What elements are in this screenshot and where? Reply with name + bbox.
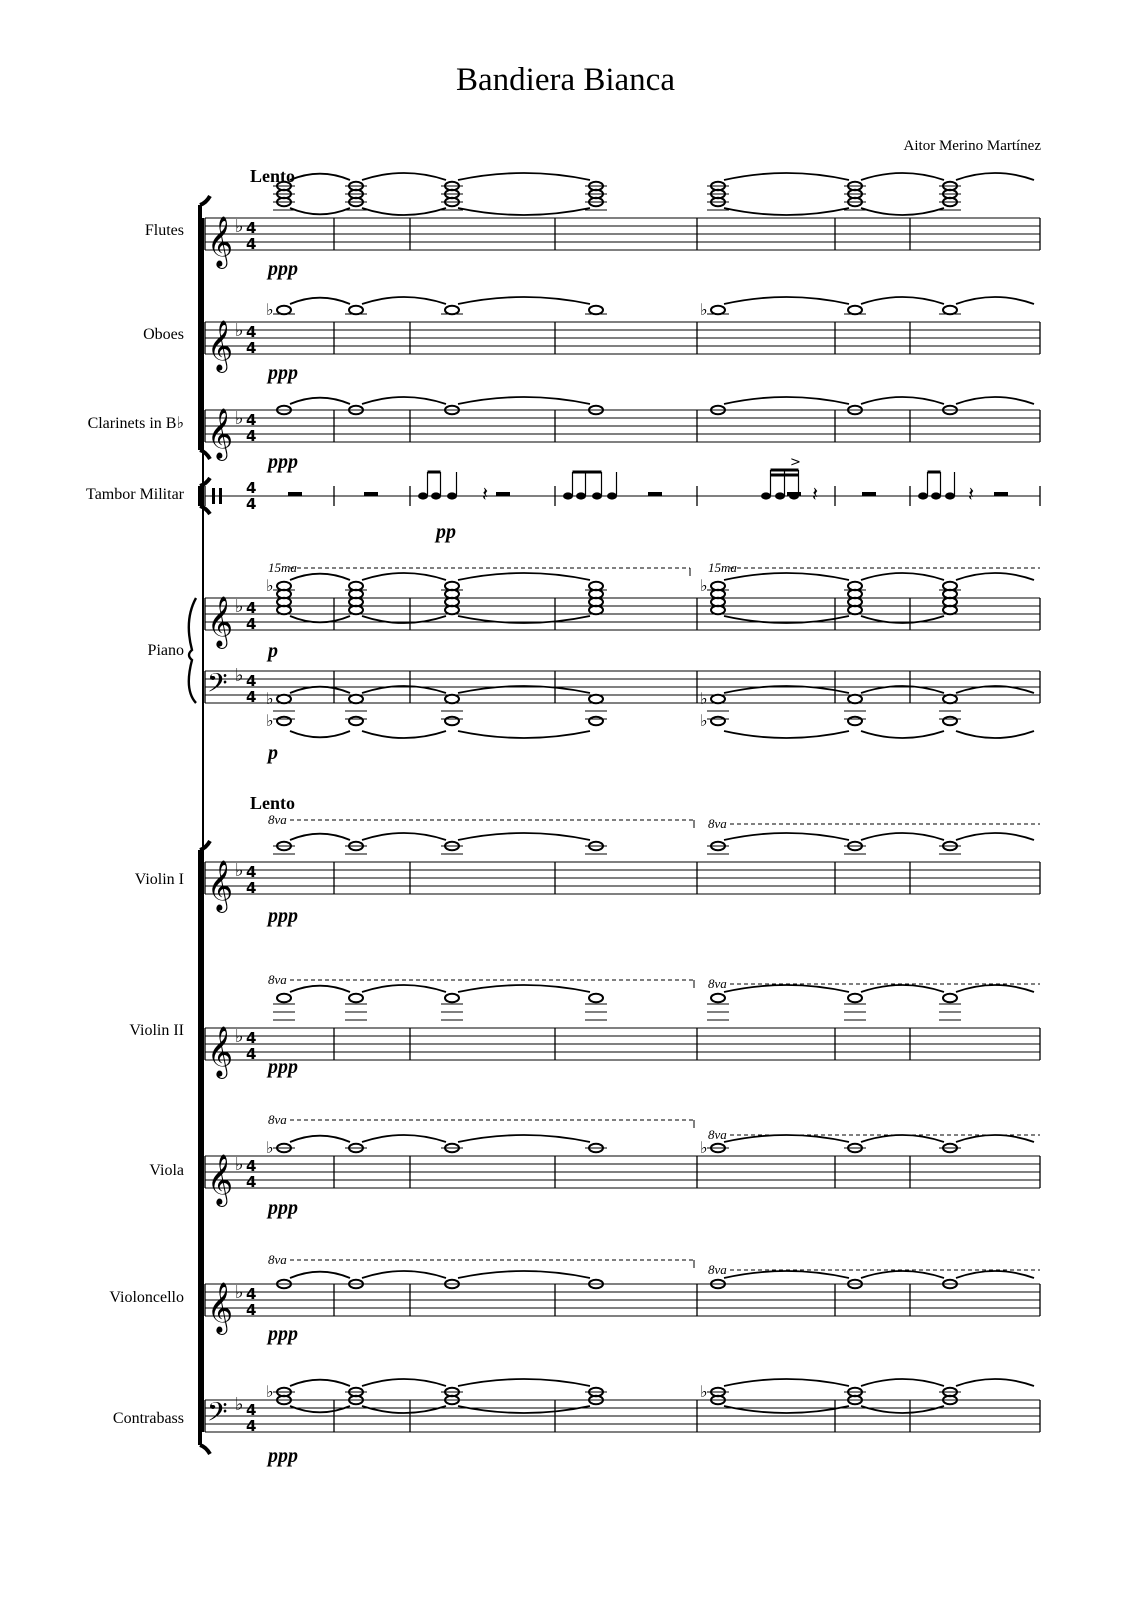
tie-curve [724,397,849,404]
dynamic-viola: ppp [268,1197,298,1219]
tie-curve [861,833,944,840]
tie-curve [458,297,590,304]
tie-curve [724,985,849,992]
treble-clef-icon: 𝄞 [207,408,234,459]
accidental-flat-icon: ♭ [266,689,274,708]
whole-note [943,695,957,703]
whole-note [277,306,291,314]
whole-note [349,695,363,703]
tie-curve [362,1379,446,1386]
treble-clef-icon: 𝄞 [207,216,234,267]
instrument-label-violin-2: Violin II [129,1022,184,1039]
tie-curve [362,1406,446,1413]
tie-curve [724,573,849,580]
whole-note [589,306,603,314]
bass-clef-icon: 𝄢 [207,667,228,705]
time-signature-bottom: 4 [246,1045,257,1063]
whole-note [848,994,862,1002]
accidental-flat-icon: ♭ [266,1138,274,1157]
instrument-label-piano: Piano [147,642,184,659]
quarter-rest-icon: 𝄽 [968,482,975,506]
accidental-flat-icon: ♭ [266,711,274,730]
instrument-label-oboes: Oboes [143,326,184,343]
octave-mark: 8va [708,1127,727,1142]
drum-note [775,492,785,499]
key-flat-icon: ♭ [235,408,244,429]
whole-note [848,695,862,703]
tie-curve [362,1135,446,1142]
whole-note [943,306,957,314]
dynamic-tambor: pp [436,521,456,543]
half-rest-icon [496,492,510,496]
tie-curve [861,397,944,404]
dynamic-piano-upper: p [268,640,278,662]
tie-curve [290,687,350,693]
octave-mark: 8va [268,812,287,827]
accidental-flat-icon: ♭ [266,1382,274,1401]
accidental-flat-icon: ♭ [266,300,274,319]
accidental-flat-icon: ♭ [700,576,708,595]
key-flat-icon: ♭ [235,665,244,686]
drum-note [576,492,586,499]
tie-curve [290,298,350,304]
drum-note [431,492,441,499]
accidental-flat-icon: ♭ [700,711,708,730]
tie-curve [724,208,849,215]
strings-bracket [200,841,210,1454]
key-flat-icon: ♭ [235,1394,244,1415]
tie-curve [290,174,350,180]
tie-curve [458,573,590,580]
treble-clef-icon: 𝄞 [207,320,234,371]
piano-brace [189,598,196,703]
dynamic-violoncello: ppp [268,1323,298,1345]
dynamic-flutes: ppp [268,258,298,280]
percussion-clef-icon [212,488,215,504]
drum-note [592,492,602,499]
tie-curve [458,985,590,992]
tie-curve [861,297,944,304]
time-signature-top: 4 [246,323,257,341]
tie-curve [362,1271,446,1278]
half-rest-icon [648,492,662,496]
time-signature-bottom: 4 [246,339,257,357]
tie-curve [956,1135,1034,1142]
tie-curve [861,1379,944,1386]
instrument-label-violin-1: Violin I [134,871,184,888]
tie-curve [458,1406,590,1413]
whole-note [711,306,725,314]
instrument-label-tambor-militar: Tambor Militar [86,486,184,503]
whole-note [943,717,957,725]
time-signature-bottom: 4 [246,1173,257,1191]
instrument-label-flutes: Flutes [144,222,184,239]
drum-note [789,492,799,499]
whole-note [943,994,957,1002]
tie-curve [290,574,350,580]
tie-curve [290,616,350,622]
drum-note [931,492,941,499]
tie-curve [362,397,446,404]
drum-note [945,492,955,499]
octave-mark: 8va [708,816,727,831]
treble-clef-icon: 𝄞 [207,596,234,647]
tie-curve [458,173,590,180]
whole-note [277,994,291,1002]
key-flat-icon: ♭ [235,596,244,617]
time-signature-bottom: 4 [246,495,257,513]
drum-note [918,492,928,499]
whole-note [349,994,363,1002]
dynamic-piano-lower: p [268,742,278,764]
time-signature-top: 4 [246,1029,257,1047]
time-signature-top: 4 [246,863,257,881]
accidental-flat-icon: ♭ [700,689,708,708]
accidental-flat-icon: ♭ [700,1382,708,1401]
instrument-label-viola: Viola [149,1162,184,1179]
time-signature-bottom: 4 [246,615,257,633]
quarter-rest-icon: 𝄽 [482,482,489,506]
whole-note [589,717,603,725]
half-rest-icon [288,492,302,496]
treble-clef-icon: 𝄞 [207,1282,234,1333]
tie-curve [956,573,1034,580]
bass-clef-icon: 𝄢 [207,1396,228,1434]
octave-mark: 15ma [708,560,737,575]
tie-curve [956,833,1034,840]
tempo-mark: Lento [250,793,295,813]
tie-curve [861,208,944,215]
tie-curve [861,731,944,738]
time-signature-bottom: 4 [246,427,257,445]
treble-clef-icon: 𝄞 [207,1026,234,1077]
instrument-label-violoncello: Violoncello [109,1289,184,1306]
dynamic-oboes: ppp [268,362,298,384]
tie-curve [861,1135,944,1142]
quarter-rest-icon: 𝄽 [812,482,819,506]
whole-note [277,717,291,725]
accidental-flat-icon: ♭ [700,300,708,319]
time-signature-bottom: 4 [246,688,257,706]
tie-curve [724,1135,849,1142]
tie-curve [724,173,849,180]
time-signature-top: 4 [246,1285,257,1303]
time-signature-bottom: 4 [246,879,257,897]
composer: Aitor Merino Martínez [903,138,1041,154]
tie-curve [861,1271,944,1278]
tie-curve [362,731,446,738]
half-rest-icon [994,492,1008,496]
whole-note [848,306,862,314]
accent-mark: > [790,455,801,470]
key-flat-icon: ♭ [235,1026,244,1047]
half-rest-icon [364,492,378,496]
whole-note [589,695,603,703]
whole-note [445,695,459,703]
tie-curve [362,297,446,304]
whole-note [349,306,363,314]
key-flat-icon: ♭ [235,860,244,881]
dynamic-violin-1: ppp [268,905,298,927]
tie-curve [724,833,849,840]
tie-curve [458,208,590,215]
half-rest-icon [862,492,876,496]
dynamic-clarinets: ppp [268,451,298,473]
tie-curve [458,731,590,738]
key-flat-icon: ♭ [235,1154,244,1175]
tie-curve [362,573,446,580]
octave-mark: 8va [268,972,287,987]
time-signature-top: 4 [246,411,257,429]
treble-clef-icon: 𝄞 [207,1154,234,1205]
tie-curve [724,297,849,304]
time-signature-top: 4 [246,479,257,497]
tie-curve [290,986,350,992]
drum-note [761,492,771,499]
tie-curve [362,833,446,840]
octave-mark: 8va [708,1262,727,1277]
tempo-mark: Lento [250,166,295,186]
whole-note [711,695,725,703]
time-signature-top: 4 [246,672,257,690]
whole-note [277,695,291,703]
time-signature-top: 4 [246,219,257,237]
tie-curve [290,1380,350,1386]
tie-curve [458,833,590,840]
tie-curve [362,985,446,992]
tie-curve [861,573,944,580]
time-signature-bottom: 4 [246,1301,257,1319]
time-signature-top: 4 [246,1401,257,1419]
instrument-label-clarinets: Clarinets in B♭ [87,415,184,432]
accidental-flat-icon: ♭ [266,576,274,595]
drum-note [447,492,457,499]
whole-note [711,994,725,1002]
tie-curve [956,397,1034,404]
tie-curve [861,1406,944,1413]
instrument-label-contrabass: Contrabass [112,1410,184,1427]
tie-curve [956,731,1034,738]
drum-note [418,492,428,499]
tie-curve [290,398,350,404]
tie-curve [458,397,590,404]
tie-curve [956,1271,1034,1278]
percussion-clef-icon [219,488,222,504]
tie-curve [861,173,944,180]
tie-curve [458,1379,590,1386]
whole-note [445,717,459,725]
time-signature-top: 4 [246,599,257,617]
octave-mark: 15ma [268,560,297,575]
whole-note [589,994,603,1002]
tie-curve [956,297,1034,304]
tie-curve [362,208,446,215]
whole-note [848,717,862,725]
time-signature-top: 4 [246,1157,257,1175]
whole-note [445,994,459,1002]
whole-note [711,717,725,725]
tie-curve [724,1406,849,1413]
dynamic-violin-2: ppp [268,1056,298,1078]
tie-curve [290,731,350,737]
tie-curve [362,173,446,180]
octave-mark: 8va [268,1252,287,1267]
tie-curve [724,731,849,738]
tie-curve [290,834,350,840]
tie-curve [724,1379,849,1386]
score-title: Bandiera Bianca [456,62,675,98]
tie-curve [458,1271,590,1278]
tie-curve [290,1136,350,1142]
tie-curve [290,1406,350,1412]
key-flat-icon: ♭ [235,1282,244,1303]
whole-note [349,717,363,725]
drum-note [607,492,617,499]
tie-curve [956,173,1034,180]
octave-mark: 8va [708,976,727,991]
tie-curve [956,985,1034,992]
accidental-flat-icon: ♭ [700,1138,708,1157]
tie-curve [956,1379,1034,1386]
tie-curve [290,208,350,214]
tie-curve [724,1271,849,1278]
key-flat-icon: ♭ [235,320,244,341]
treble-clef-icon: 𝄞 [207,860,234,911]
time-signature-bottom: 4 [246,1417,257,1435]
tie-curve [861,985,944,992]
drum-note [563,492,573,499]
tie-curve [290,1272,350,1278]
dynamic-contrabass: ppp [268,1445,298,1467]
octave-mark: 8va [268,1112,287,1127]
key-flat-icon: ♭ [235,216,244,237]
tie-curve [458,1135,590,1142]
whole-note [445,306,459,314]
time-signature-bottom: 4 [246,235,257,253]
